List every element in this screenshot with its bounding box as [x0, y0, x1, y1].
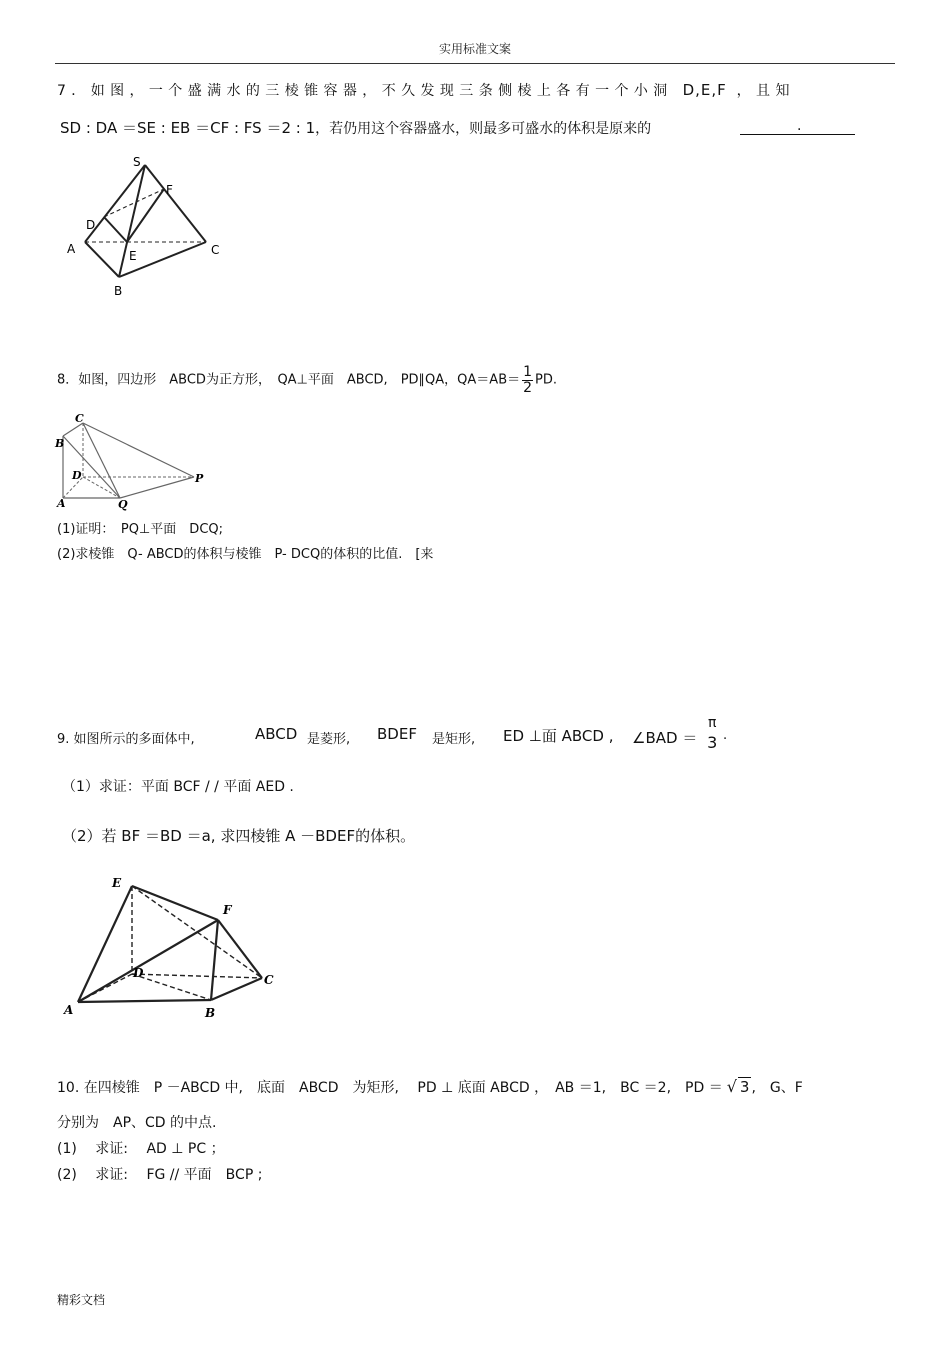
q8-part1: (1)证明： PQ⊥平面 DCQ;: [57, 522, 224, 537]
q10-sqrt-arg: 3: [739, 1078, 750, 1096]
q7-label-c: C: [211, 243, 220, 257]
q8-line1-post: PD.: [535, 372, 558, 388]
q10-sqrt: [738, 1077, 752, 1096]
q7-answer-dot: .: [797, 118, 802, 134]
q8-frac-den: 2: [523, 379, 533, 396]
q9-fraction: [707, 716, 717, 751]
q9-label-e: E: [112, 876, 122, 890]
q10-line2: 分别为 AP、CD 的中点.: [57, 1115, 217, 1131]
q10-part2: (2) 求证: FG // 平面 BCP ;: [57, 1167, 263, 1183]
q7-line1: [57, 80, 795, 100]
q7-line1-tail: ，且知: [736, 83, 795, 99]
q10-part1: (1) 求证: AD ⊥ PC ；: [57, 1141, 225, 1157]
q9-label-d: D: [133, 966, 144, 980]
q8-fraction: [522, 365, 533, 395]
q9-rhombus: 是菱形,: [307, 732, 351, 747]
q10-line1-tail: , G、F: [751, 1080, 803, 1096]
q9-angle: ∠BAD ＝: [632, 729, 698, 747]
q7-label-d: D: [86, 218, 96, 232]
header-rule: [55, 63, 895, 64]
q8-part2: (2)求棱锥 Q- ABCD的体积与棱锥 P- DCQ的体积的比值. [来: [57, 547, 434, 562]
q7-line1-math: D,E,F: [682, 81, 727, 99]
q9-label-a: A: [64, 1003, 74, 1017]
q7-line1-text: 7．如图，一个盛满水的三棱锥容器，不久发现三条侧棱上各有一个小洞: [57, 83, 673, 99]
q10-radical-sign: √: [726, 1077, 737, 1096]
q9-ed-perp: ED ⊥面 ABCD ,: [503, 727, 614, 745]
q8-line1-pre: 8．如图，四边形 ABCD为正方形， QA⊥平面 ABCD, PD∥QA，QA＝AB＝: [57, 372, 521, 388]
q9-frac-num: π: [708, 715, 717, 731]
q10-line1-text: 10. 在四棱锥 P －ABCD 中, 底面 ABCD 为矩形, PD ⊥ 底面 ABCD ， AB ＝1, BC ＝2, PD ＝: [57, 1080, 723, 1096]
q7-line2-text: ，若仍用这个容器盛水，则最多可盛水的体积是原来的: [315, 121, 652, 137]
q7-label-e: E: [129, 249, 137, 263]
q9-label-c: C: [264, 973, 274, 987]
q8-frac-num: 1: [523, 364, 533, 380]
q9-part1: （1）求证：平面 BCF / / 平面 AED .: [62, 779, 294, 795]
q9-period: .: [723, 728, 728, 743]
q9-rectangle: 是矩形,: [432, 732, 476, 747]
q7-line2: [60, 117, 651, 138]
q9-frac-den: 3: [707, 732, 718, 752]
q8-label-b: B: [55, 437, 65, 450]
q8-label-a: A: [57, 497, 66, 510]
q7-label-b: B: [114, 284, 123, 298]
q9-part2: （2）若 BF ＝BD ＝a, 求四棱锥 A －BDEF的体积。: [62, 827, 416, 845]
page-footer: 精彩文档: [57, 1293, 106, 1307]
page-header: 实用标准文案: [438, 42, 511, 56]
q8-label-d: D: [72, 469, 82, 482]
q7-label-a: A: [67, 242, 76, 256]
q9-polyhedron-figure: [60, 870, 290, 1022]
q9-intro: 9. 如图所示的多面体中,: [57, 732, 195, 747]
q8-figure: [52, 410, 212, 515]
q7-label-s: S: [133, 155, 141, 169]
q8-label-p: P: [195, 472, 204, 485]
q7-answer-blank: [740, 134, 855, 135]
q8-label-q: Q: [118, 498, 128, 511]
q9-bdef: BDEF: [377, 725, 417, 743]
q10-line1: [57, 1077, 803, 1097]
q7-ratio: SD : DA ＝SE : EB ＝CF : FS ＝2 : 1: [60, 119, 316, 137]
q9-label-f: F: [223, 903, 232, 917]
q7-label-f: F: [166, 183, 173, 197]
q8-label-c: C: [75, 412, 84, 425]
q9-label-b: B: [205, 1006, 216, 1020]
q9-abcd: ABCD: [255, 725, 298, 743]
q8-line1: [57, 365, 557, 395]
q7-pyramid-figure: [60, 152, 230, 302]
